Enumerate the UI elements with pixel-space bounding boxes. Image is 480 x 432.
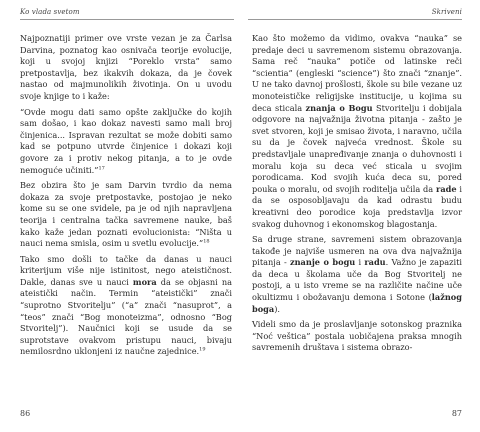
right-body-text: [252, 33, 462, 358]
emphasis-text: lažnog boga: [252, 292, 462, 314]
paragraph: [252, 33, 462, 230]
left-body-text: [20, 33, 232, 362]
left-header-rule: [20, 19, 234, 20]
text-run: Kao što možemo da vidimo, ovakva “nauka” se predaje deci u savremenom sistemu obrazovanja. Sama reč “nauka” potiče od latinske reči “scientia” (engleski “science”) što znači “znanje”. U ne tako davnoj prošlosti, škole su bile vezane uz monoteističke religijske institucije, u kojima su deca sticala: [252, 33, 462, 113]
footnote-marker: 19: [199, 346, 206, 353]
emphasis-text: radu: [364, 257, 386, 268]
emphasis-text: mora: [132, 276, 157, 287]
text-run: “Ovde mogu dati samo opšte zaključke do kojih sam došao, i kao dokaz navesti samo mali broj činjenica... Ispravan rezultat se može dobiti samo kad se potpuno utvrde činjenice i dokazi koji govore za i protiv nekog pitanja, a to je ovde nemoguće učiniti.”: [20, 106, 232, 175]
right-page-number: 87: [451, 409, 462, 418]
text-run: Tako smo došli to tačke da danas u nauci kriterijum više nije istinitost, nego ateističnost. Dakle, danas sve u nauci: [20, 253, 232, 287]
left-page-number: 86: [20, 409, 31, 418]
paragraph: [20, 180, 232, 250]
text-run: Bez obzira što je sam Darvin tvrdio da nema dokaza za svoje pretpostavke, postojao je neko kome su se one svidele, pa je od njih napravljena teorija i centralna tačka savremene nauke, baš kako kaže jedan poznati evolucionista: “Ništa u nauci nema smisla, osim u svetlu evolucije.”: [20, 180, 232, 249]
emphasis-text: znanja o Bogu: [305, 102, 373, 113]
block-quote: [20, 107, 232, 177]
emphasis-text: znanje o bogu: [289, 257, 356, 268]
text-run: ).: [274, 303, 281, 314]
right-page: [240, 0, 480, 432]
text-run: Stvoritelju i dobijala odgovore na najvažnija životna pitanja - zašto je svet stvoren, koji je smisao života, i naravno, učila su da je čovek najveća vrednost. Škole su predstavljale unapređivanje znanja o duhovnosti i moralu koja su deca već sticala u svojim porodicama. Kod svojih kuća deca su, pored pouka o moralu, od svojih roditelja učila da: [252, 102, 462, 194]
text-run: . Važno je zapaziti da deca u školama uče da Bog Stvoritelj ne postoji, a u isto vreme se na različite načine uče okultizmu i obožavanju demona i Sotone (: [252, 257, 463, 303]
paragraph: [252, 234, 462, 315]
right-running-head: Skriveni: [431, 8, 462, 16]
text-run: da se objasni na ateistički način. Termin “ateistički” znači “suprotno Stvoritelju” (“a” znači “nasuprot”, a “teos” znači “Bog monoteizma”, odnosno “Bog Stvoritelj”). Naučnici koji se usude da se suprotstave ovakvom pristupu nauci, bivaju nemilosrdno uklonjeni iz naučne zajednice.: [20, 276, 232, 357]
text-run: Najpoznatiji primer ove vrste vezan je za Čarlsa Darvina, poznatog kao osnivača teorije evolucije, koji u svojoj knjizi “Poreklo vrsta” samo pretpostavlja, bez ikakvih dokaza, da je čovek nastao od majmunolikih životinja. On u uvodu svoje knjige to i kaže:: [20, 33, 232, 101]
footnote-marker: 17: [98, 164, 105, 171]
text-run: Videli smo da je proslavljanje sotonskog praznika “Noć veštica” postala uobičajena praksa mnogih savremenih društava i sistema obrazo-: [252, 319, 462, 353]
left-running-head: Ko vlada svetom: [20, 8, 80, 16]
text-run: i: [355, 257, 365, 268]
emphasis-text: rade: [436, 183, 457, 194]
paragraph: [20, 254, 232, 358]
footnote-marker: 18: [203, 238, 210, 245]
right-header-rule: [248, 19, 462, 20]
paragraph: [20, 33, 232, 103]
text-run: i da se osposobljavaju da kad odrastu budu kreativni deo porodice koja predstavlja izvor svakog duhovnog i ekonomskog blagostanja.: [252, 183, 462, 229]
paragraph: [252, 319, 462, 354]
text-run: Sa druge strane, savremeni sistem obrazovanja takođe je najviše usmeren na ova dva najvažnija pitanja -: [252, 234, 462, 268]
